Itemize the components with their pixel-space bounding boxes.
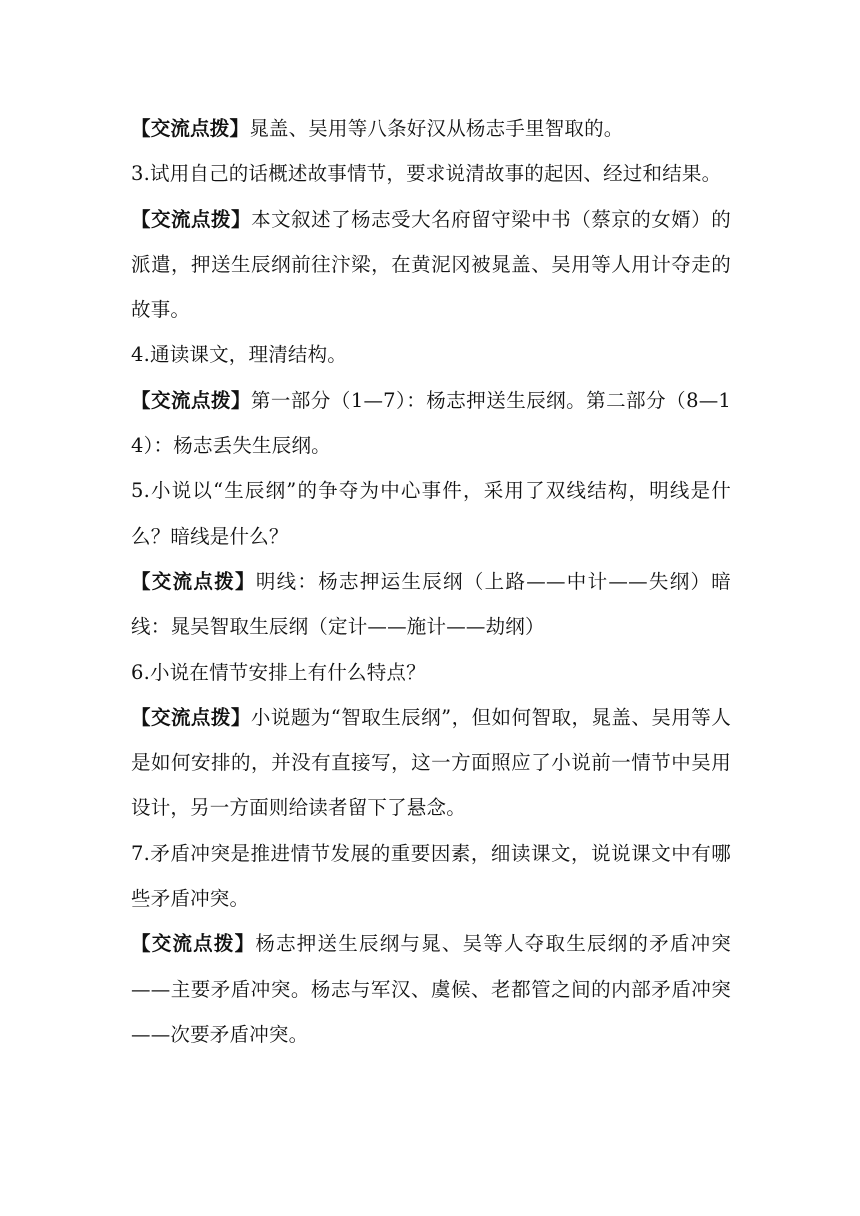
question-paragraph-3 (131, 151, 731, 196)
answer-tag: 【交流点拨】 (131, 117, 250, 140)
answer-text: 明线：杨志押运生辰纲（上路——中计——失纲）暗线：晁吴智取生辰纲（定计——施计——劫纲） (131, 569, 731, 639)
answer-tag: 【交流点拨】 (131, 932, 256, 956)
answer-paragraph-6 (131, 695, 731, 831)
answer-text: 本文叙述了杨志受大名府留守梁中书（蔡京的女婿）的派遣，押送生辰纲前往汴梁，在黄泥冈被晁盖、吴用等人用计夺走的故事。 (131, 207, 731, 322)
question-paragraph-5 (131, 468, 731, 559)
answer-paragraph-5 (131, 559, 731, 650)
answer-tag: 【交流点拨】 (131, 569, 256, 593)
answer-tag: 【交流点拨】 (131, 388, 251, 412)
question-paragraph-4 (131, 332, 731, 377)
question-text: 7.矛盾冲突是推进情节发展的重要因素，细读课文，说说课文中有哪些矛盾冲突。 (131, 841, 731, 911)
answer-paragraph-4 (131, 378, 731, 469)
answer-tag: 【交流点拨】 (131, 705, 251, 729)
question-text: 6.小说在情节安排上有什么特点？ (131, 660, 426, 684)
answer-text: 小说题为“智取生辰纲”，但如何智取，晁盖、吴用等人是如何安排的，并没有直接写，这一方面照应了小说前一情节中吴用设计，另一方面则给读者留下了悬念。 (131, 705, 731, 820)
answer-paragraph-3 (131, 197, 731, 333)
answer-paragraph-1 (131, 106, 731, 151)
answer-tag: 【交流点拨】 (131, 207, 252, 231)
question-paragraph-7 (131, 831, 731, 922)
answer-text: 杨志押送生辰纲与晁、吴等人夺取生辰纲的矛盾冲突——主要矛盾冲突。杨志与军汉、虞候、老都管之间的内部矛盾冲突——次要矛盾冲突。 (131, 932, 731, 1046)
question-text: 5.小说以“生辰纲”的争夺为中心事件，采用了双线结构，明线是什么？暗线是什么？ (131, 479, 731, 548)
answer-text: 第一部分（1—7）：杨志押送生辰纲。第二部分（8—14）：杨志丢失生辰纲。 (131, 388, 732, 458)
answer-text: 晁盖、吴用等八条好汉从杨志手里智取的。 (249, 117, 624, 140)
question-text: 3.试用自己的话概述故事情节，要求说清故事的起因、经过和结果。 (131, 162, 722, 186)
question-paragraph-6 (131, 650, 731, 695)
answer-paragraph-7 (131, 921, 731, 1057)
document-page (131, 106, 731, 1057)
question-text: 4.通读课文，理清结构。 (131, 343, 348, 367)
